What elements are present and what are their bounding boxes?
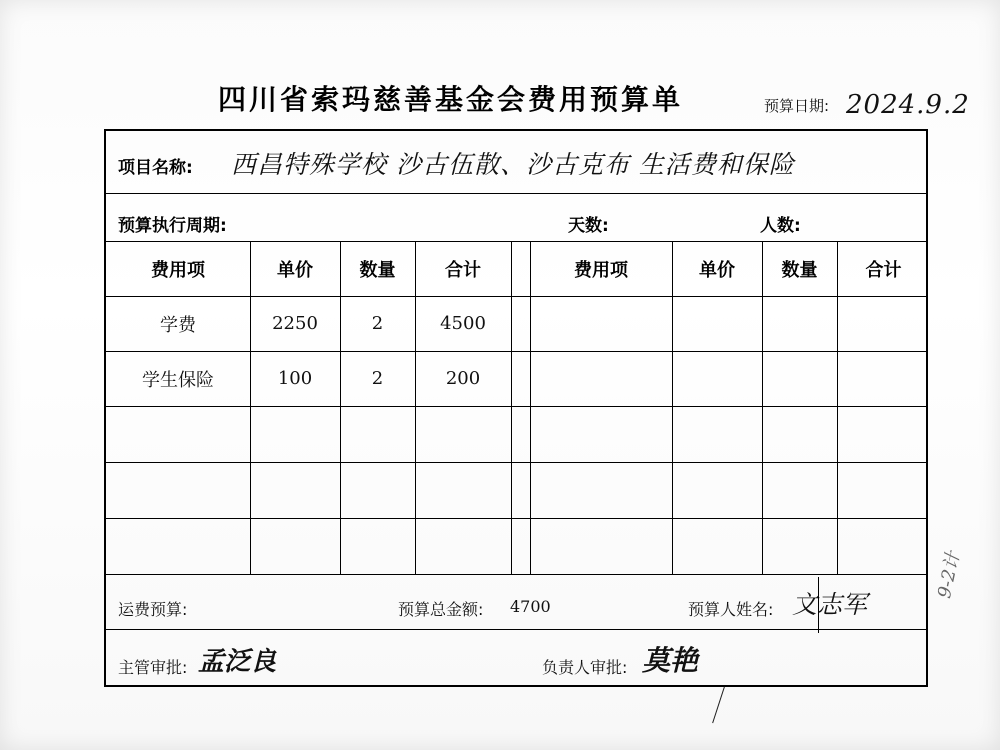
supervisor-signature: 孟泛良 [198, 647, 277, 677]
responsible-signature: 莫艳 [642, 644, 699, 677]
table-cell-quantity: 2 [371, 313, 384, 334]
days-label: 天数: [568, 216, 609, 236]
budgeter-name-label: 预算人姓名: [688, 600, 774, 619]
table-cell-total: 4500 [440, 313, 486, 334]
table-header-quantity: 数量 [781, 259, 818, 281]
table-cell-item: 学生保险 [142, 369, 214, 391]
table-header-total: 合计 [445, 259, 481, 281]
table-column-line [511, 241, 512, 575]
table-header-unit-price: 单价 [699, 259, 735, 281]
table-cell-unit-price: 2250 [272, 313, 318, 334]
total-amount-value: 4700 [510, 597, 551, 616]
total-amount-label: 预算总金额: [398, 600, 484, 619]
signature-stroke [712, 687, 725, 723]
table-header-total: 合计 [865, 259, 902, 281]
project-name-label: 项目名称: [118, 158, 193, 178]
table-header-item: 费用项 [574, 259, 628, 281]
budget-date-label: 预算日期: [764, 97, 830, 115]
table-row-line [106, 574, 926, 575]
signature-stroke [818, 577, 819, 633]
people-label: 人数: [760, 216, 801, 236]
project-name-value: 西昌特殊学校 沙古伍散、沙古克布 生活费和保险 [231, 150, 795, 179]
supervisor-approval-label: 主管审批: [118, 658, 188, 677]
budget-date-value: 2024.9.2 [846, 90, 970, 120]
table-header-quantity: 数量 [359, 259, 396, 281]
responsible-approval-label: 负责人审批: [542, 658, 628, 677]
budget-form [104, 129, 928, 687]
table-header-item: 费用项 [151, 259, 205, 281]
margin-note: 9-2计 [933, 549, 965, 601]
table-row-line [106, 462, 926, 463]
budgeter-signature: 文志军 [792, 590, 868, 619]
divider-line [106, 193, 926, 194]
period-label: 预算执行周期: [118, 216, 227, 236]
table-cell-quantity: 2 [371, 368, 384, 389]
table-row-line [106, 518, 926, 519]
table-cell-item: 学费 [160, 314, 196, 336]
freight-budget-label: 运费预算: [118, 600, 188, 619]
divider-line [106, 629, 926, 630]
form-title: 四川省索玛慈善基金会费用预算单 [218, 83, 684, 116]
table-row-line [106, 406, 926, 407]
table-cell-unit-price: 100 [277, 368, 313, 389]
table-header-unit-price: 单价 [277, 259, 313, 281]
table-cell-total: 200 [445, 368, 481, 389]
